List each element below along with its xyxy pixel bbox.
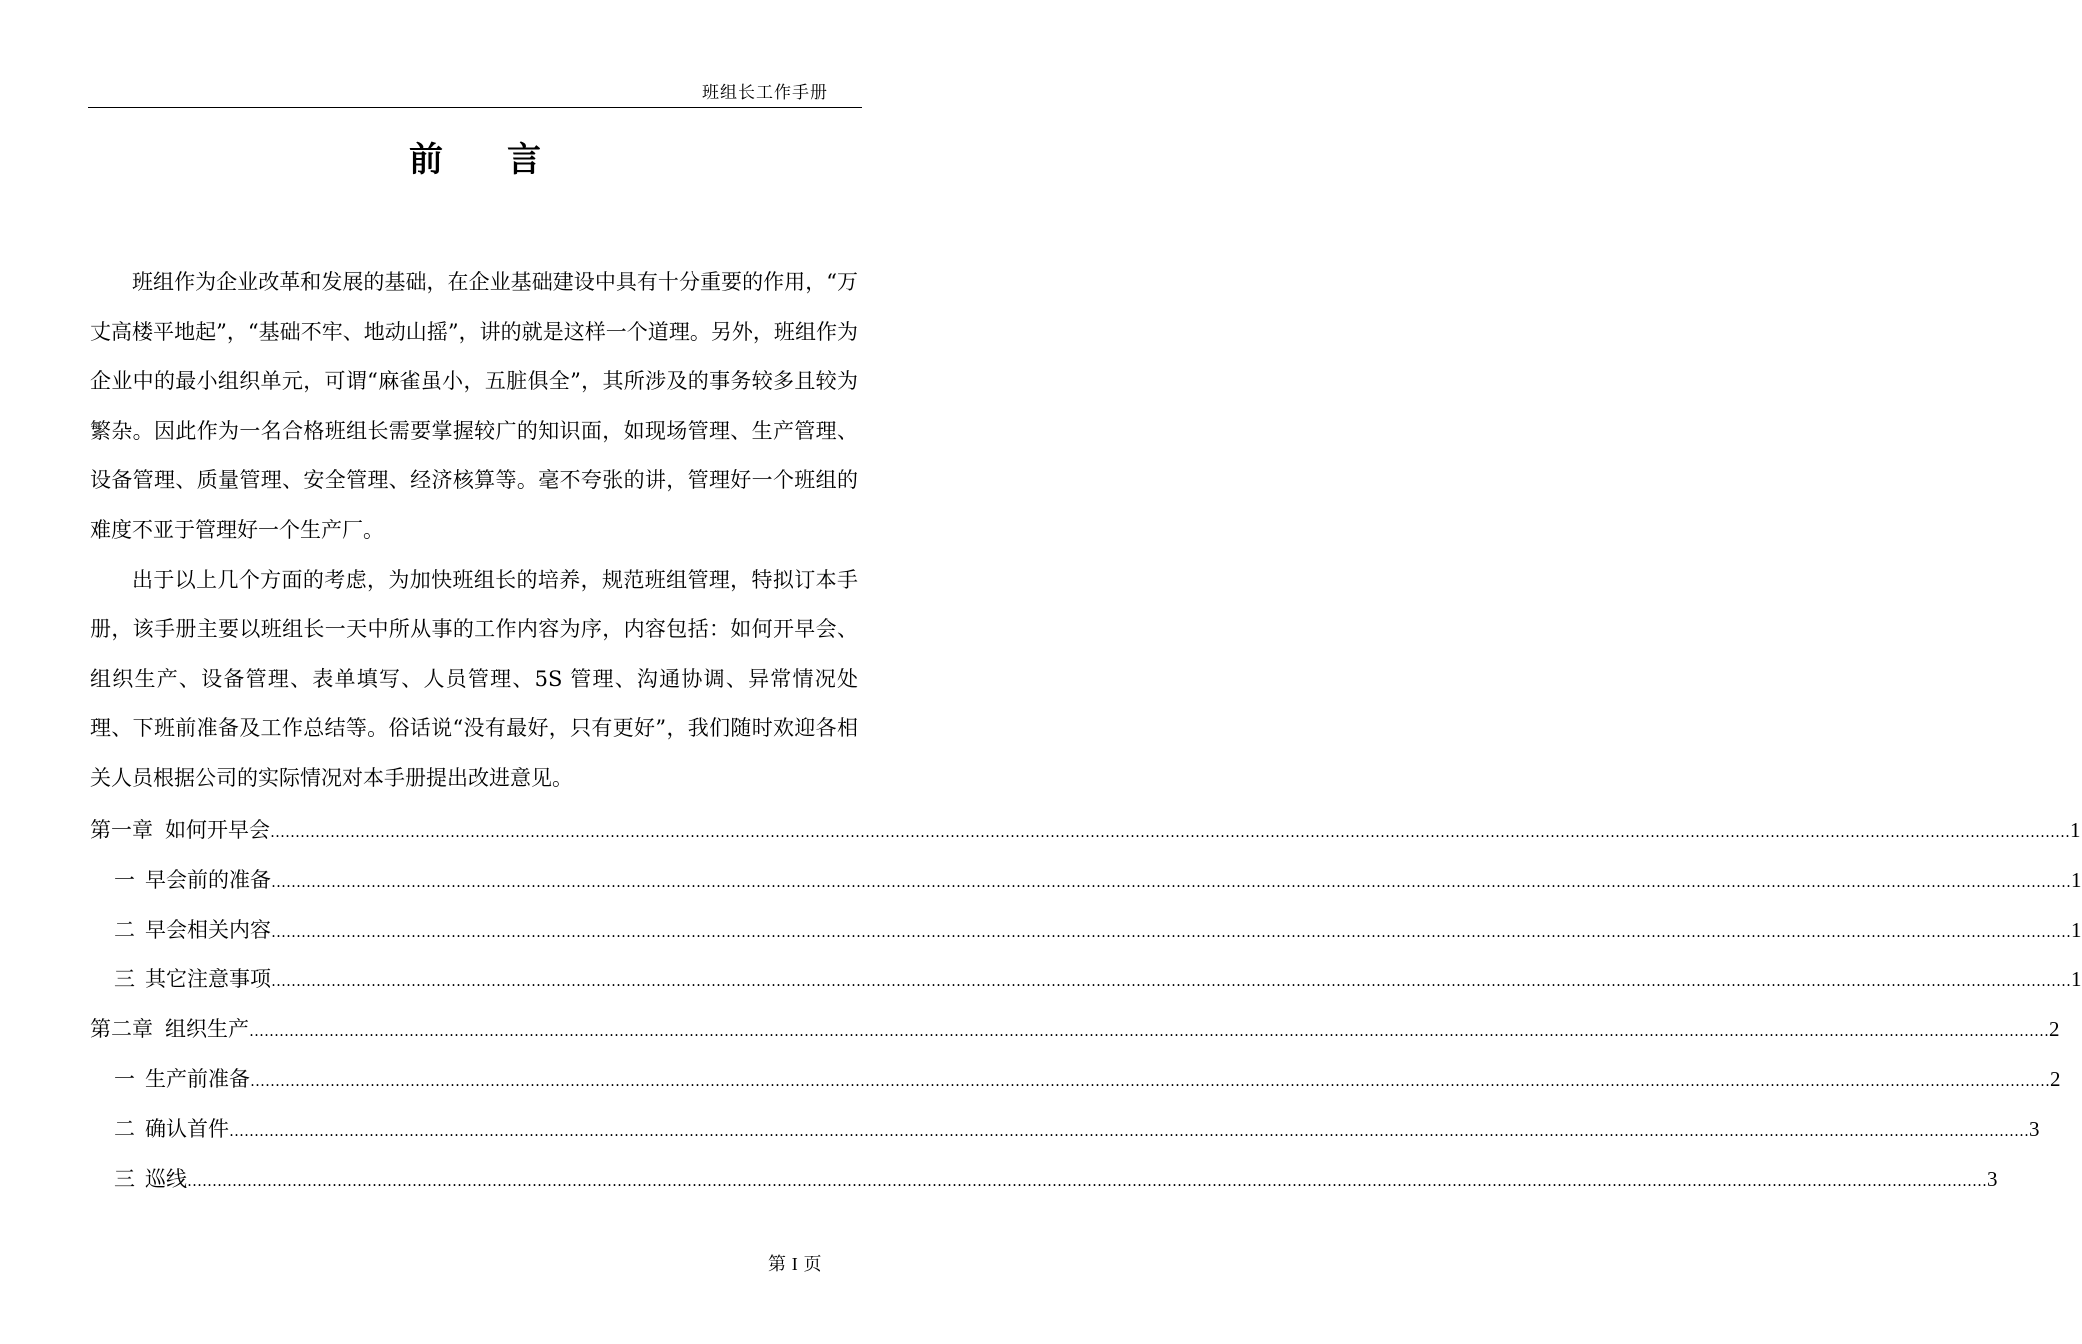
toc-number: 三 (114, 1166, 135, 1191)
toc-title: 早会相关内容 (145, 917, 271, 942)
toc-title: 确认首件 (145, 1116, 229, 1141)
toc-entry[interactable] (90, 1059, 2061, 1109)
page-footer (768, 1250, 821, 1276)
header-rule (88, 107, 862, 108)
toc-title: 其它注意事项 (145, 967, 271, 992)
toc-title: 组织生产 (165, 1017, 249, 1042)
toc-leader: ……………………………………………………………………………………………………………………………………………………………………………………………………………………………………………………………………………………………………………………………… (249, 1022, 2049, 1041)
toc-page-number: 2 (2049, 1017, 2060, 1042)
preface-body (90, 258, 858, 804)
footer-prefix: 第 (768, 1254, 786, 1275)
toc-number: 二 (114, 917, 135, 942)
toc-page-number: 1 (2070, 818, 2081, 842)
toc-number: 第二章 (90, 1017, 153, 1042)
page-title: 前言 (409, 140, 605, 180)
header-title: 班组长工作手册 (702, 83, 828, 103)
toc-page-number: 3 (1987, 1166, 1998, 1191)
toc-page-number: 1 (2071, 867, 2082, 892)
toc-entry[interactable] (90, 910, 2082, 960)
toc-entry[interactable] (90, 959, 2082, 1009)
toc-page-number: 1 (2071, 967, 2082, 992)
toc-title: 早会前的准备 (145, 867, 271, 892)
toc-leader: ……………………………………………………………………………………………………………………………………………………………………………………………………………………………………………………………………………………………………………………………… (271, 872, 2071, 891)
footer-page-number: I (791, 1254, 798, 1274)
toc-leader: ……………………………………………………………………………………………………………………………………………………………………………………………………………………………………………………………………………………………………………………………… (271, 922, 2071, 941)
toc-entry[interactable] (90, 1159, 1998, 1209)
toc-entry[interactable] (90, 1109, 2040, 1159)
toc-number: 一 (114, 867, 135, 892)
toc-number: 一 (114, 1066, 135, 1091)
toc-leader: ……………………………………………………………………………………………………………………………………………………………………………………………………………………………………………………………………………………………………………………………… (250, 1071, 2050, 1090)
toc-number: 三 (114, 967, 135, 992)
toc-page-number: 3 (2029, 1116, 2040, 1141)
toc-entry[interactable] (90, 1009, 2060, 1059)
toc-number: 第一章 (90, 818, 153, 842)
toc-page-number: 2 (2050, 1066, 2061, 1091)
toc-leader: ……………………………………………………………………………………………………………………………………………………………………………………………………………………………………………………………………………………………………………………………… (270, 823, 2070, 841)
paragraph: 出于以上几个方面的考虑，为加快班组长的培养，规范班组管理，特拟订本手册，该手册主要以班组长一天中所从事的工作内容为序，内容包括：如何开早会、组织生产、设备管理、表单填写、人员管理、5S 管理、沟通协调、异常情况处理、下班前准备及工作总结等。俗话说“没有最好，只有更好”，我们随时欢迎各相关人员根据公司的实际情况对本手册提出改进意见。 (90, 567, 858, 790)
toc-title: 如何开早会 (165, 818, 270, 842)
toc-page-number: 1 (2071, 917, 2082, 942)
toc-entry[interactable] (90, 810, 2081, 860)
toc-leader: ……………………………………………………………………………………………………………………………………………………………………………………………………………………………………………………………………………………………………………………………… (187, 1171, 1987, 1190)
toc-entry[interactable] (90, 860, 2082, 910)
footer-suffix: 页 (803, 1254, 822, 1275)
toc-title: 巡线 (145, 1166, 187, 1191)
table-of-contents (90, 810, 2082, 1208)
toc-number: 二 (114, 1116, 135, 1141)
toc-leader: ……………………………………………………………………………………………………………………………………………………………………………………………………………………………………………………………………………………………………………………………… (271, 972, 2071, 991)
toc-title: 生产前准备 (145, 1066, 250, 1091)
toc-leader: ……………………………………………………………………………………………………………………………………………………………………………………………………………………………………………………………………………………………………………………………… (229, 1121, 2029, 1140)
paragraph: 班组作为企业改革和发展的基础，在企业基础建设中具有十分重要的作用，“万丈高楼平地起”，“基础不牢、地动山摇”，讲的就是这样一个道理。另外，班组作为企业中的最小组织单元，可谓“麻雀虽小，五脏俱全”，其所涉及的事务较多且较为繁杂。因此作为一名合格班组长需要掌握较广的知识面，如现场管理、生产管理、设备管理、质量管理、安全管理、经济核算等。毫不夸张的讲，管理好一个班组的难度不亚于管理好一个生产厂。 (90, 270, 858, 542)
